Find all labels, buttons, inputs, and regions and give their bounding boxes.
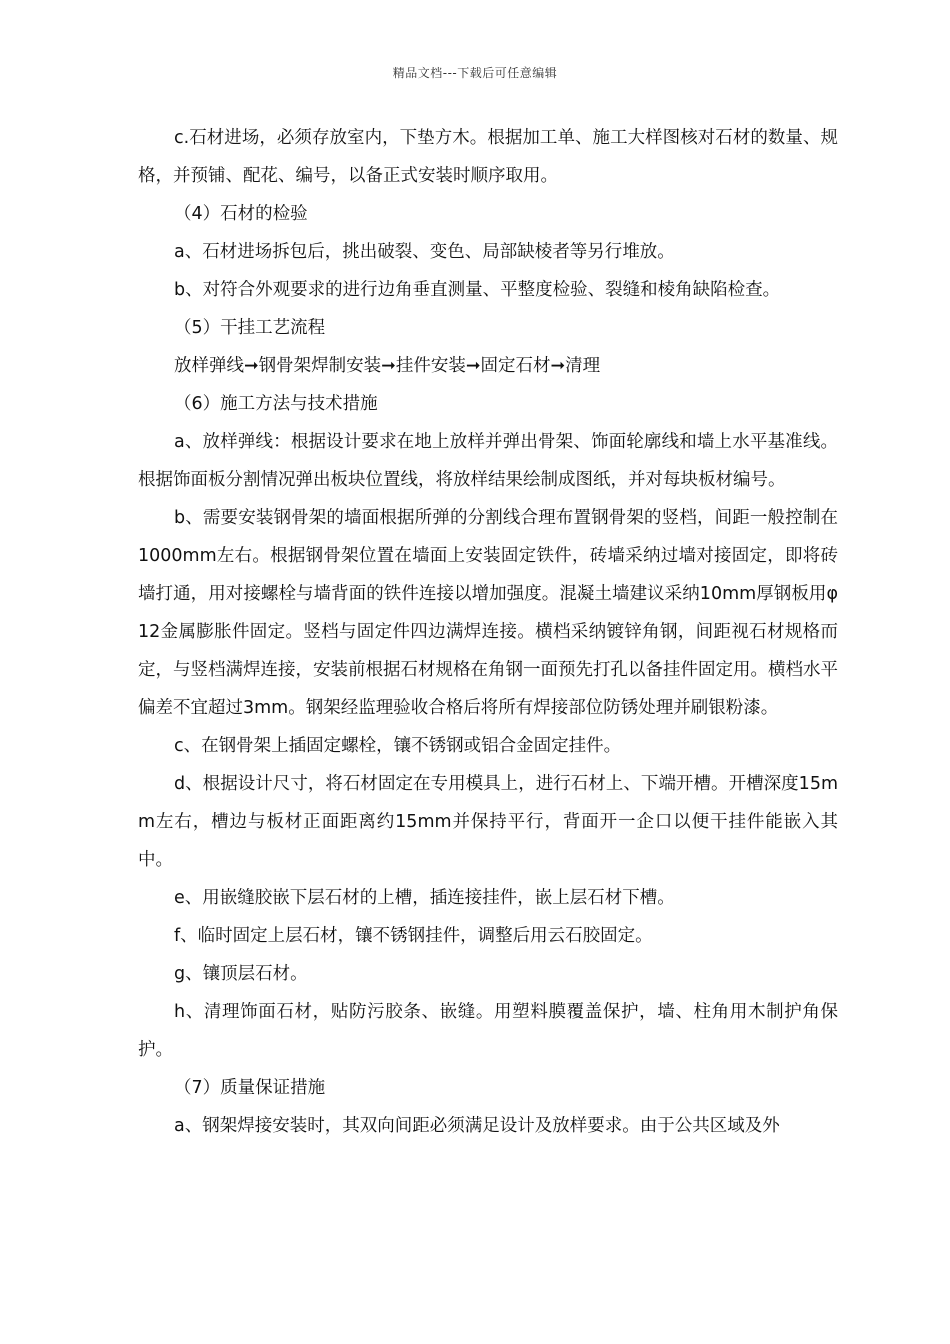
paragraph-steel-frame: b、需要安装钢骨架的墙面根据所弹的分割线合理布置钢骨架的竖档，间距一般控制在1000mm左右。根据钢骨架位置在墙面上安装固定铁件，砖墙采纳过墙对接固定，即将砖墙打通，用对接螺栓与墙背面的铁件连接以增加强度。混凝土墙建议采纳10mm厚钢板用φ12金属膨胀件固定。竖档与固定件四边满焊连接。横档采纳镀锌角钢，间距视石材规格而定，与竖档满焊连接，安装前根据石材规格在角钢一面预先打孔以备挂件固定用。横档水平偏差不宜超过3mm。钢架经监理验收合格后将所有焊接部位防锈处理并刷银粉漆。 (138, 508, 838, 718)
paragraph-sealant: e、用嵌缝胶嵌下层石材的上槽，插连接挂件，嵌上层石材下槽。 (174, 888, 675, 908)
section-heading-construction-method: （6）施工方法与技术措施 (174, 394, 378, 414)
paragraph-cleaning: h、清理饰面石材，贴防污胶条、嵌缝。用塑料膜覆盖保护，墙、柱角用木制护角保护。 (138, 1002, 838, 1060)
paragraph-unpacking: a、石材进场拆包后，挑出破裂、变色、局部缺棱者等另行堆放。 (174, 242, 675, 262)
paragraph-process-flow: 放样弹线➞钢骨架焊制安装➞挂件安装➞固定石材➞清理 (174, 356, 601, 376)
section-heading-stone-inspection: （4）石材的检验 (174, 204, 308, 224)
paragraph-welding-spacing: a、钢架焊接安装时，其双向间距必须满足设计及放样要求。由于公共区域及外 (174, 1116, 780, 1136)
paragraph-fixing-bolts: c、在钢骨架上插固定螺栓，镶不锈钢或铝合金固定挂件。 (174, 736, 622, 756)
page-header: 精品文档---下载后可任意编辑 (392, 66, 558, 80)
paragraph-top-layer: g、镶顶层石材。 (174, 964, 308, 984)
document-body (138, 119, 838, 1145)
paragraph-temporary-fix: f、临时固定上层石材，镶不锈钢挂件，调整后用云石胶固定。 (174, 926, 653, 946)
section-heading-quality-assurance: （7）质量保证措施 (174, 1078, 326, 1098)
section-heading-dry-hanging-process: （5）干挂工艺流程 (174, 318, 326, 338)
paragraph-grooving: d、根据设计尺寸，将石材固定在专用模具上，进行石材上、下端开槽。开槽深度15mm左右，槽边与板材正面距离约15mm并保持平行，背面开一企口以便干挂件能嵌入其中。 (138, 774, 838, 870)
paragraph-layout-lines: a、放样弹线：根据设计要求在地上放样并弹出骨架、饰面轮廓线和墙上水平基准线。根据饰面板分割情况弹出板块位置线，将放样结果绘制成图纸，并对每块板材编号。 (138, 432, 838, 490)
paragraph-stone-storage: c.石材进场，必须存放室内，下垫方木。根据加工单、施工大样图核对石材的数量、规格，并预铺、配花、编号，以备正式安装时顺序取用。 (138, 128, 838, 186)
paragraph-measurement: b、对符合外观要求的进行边角垂直测量、平整度检验、裂缝和棱角缺陷检查。 (174, 280, 781, 300)
